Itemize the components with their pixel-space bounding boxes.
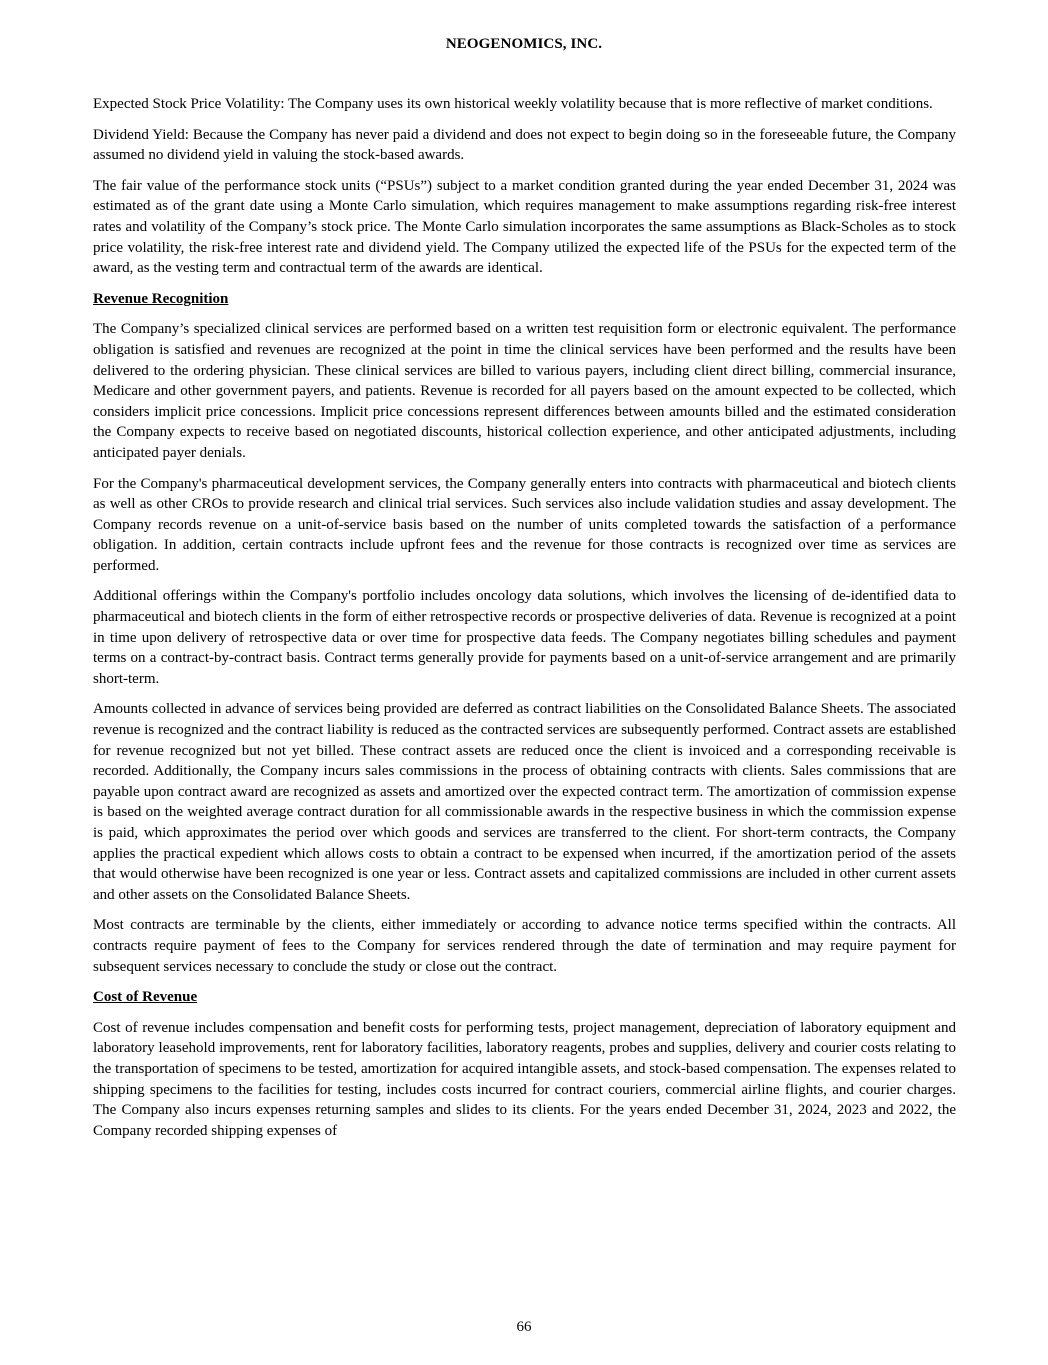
- paragraph-clinical-services: The Company’s specialized clinical services are performed based on a written test requisition form or electronic equivalent. The performance obligation is satisfied and revenues are recognized at the point in time the clinical services have been performed and the results have been delivered to the ordering physician. These clinical services are billed to various payers, including client direct billing, commercial insurance, Medicare and other government payers, and patients. Revenue is recorded for all payers based on the amount expected to be collected, which considers implicit price concessions. Implicit price concessions represent differences between amounts billed and the estimated consideration the Company expects to receive based on negotiated discounts, historical collection experience, and other anticipated adjustments, including anticipated payer denials.: [93, 321, 956, 461]
- paragraph-volatility: Expected Stock Price Volatility: The Company uses its own historical weekly volatility because that is more reflective of market conditions.: [93, 96, 933, 112]
- paragraph-dividend-yield: Dividend Yield: Because the Company has never paid a dividend and does not expect to begin doing so in the foreseeable future, the Company assumed no dividend yield in valuing the stock-based awards.: [93, 126, 956, 164]
- heading-cost-of-revenue: Cost of Revenue: [93, 989, 198, 1006]
- paragraph-cost-of-revenue: Cost of revenue includes compensation and benefit costs for performing tests, project management, depreciation of laboratory equipment and laboratory leasehold improvements, rent for laboratory facilities, laboratory reagents, probes and supplies, delivery and courier costs relating to the transportation of specimens to be tested, amortization for acquired intangible assets, and stock-based compensation. The expenses related to shipping specimens to the facilities for testing, includes costs incurred for contract couriers, commercial airline flights, and courier charges. The Company also incurs expenses returning samples and slides to its clients. For the years ended December 31, 2024, 2023 and 2022, the Company recorded shipping expenses of: [93, 1019, 956, 1139]
- page-number: 66: [516, 1319, 532, 1335]
- page-header-company-name: NEOGENOMICS, INC.: [445, 36, 603, 52]
- paragraph-psu-fair-value: The fair value of the performance stock units (“PSUs”) subject to a market condition granted during the year ended December 31, 2024 was estimated as of the grant date using a Monte Carlo simulation, which requires management to make assumptions regarding risk-free interest rates and volatility of the Company’s stock price. The Monte Carlo simulation incorporates the same assumptions as Black-Scholes as to stock price volatility, the risk-free interest rate and dividend yield. The Company utilized the expected life of the PSUs for the expected term of the award, as the vesting term and contractual term of the awards are identical.: [93, 177, 956, 277]
- paragraph-contract-termination: Most contracts are terminable by the clients, either immediately or according to advance notice terms specified within the contracts. All contracts require payment of fees to the Company for services rendered through the date of termination and may require payment for subsequent services necessary to conclude the study or close out the contract.: [93, 917, 956, 975]
- heading-revenue-recognition: Revenue Recognition: [93, 290, 229, 307]
- paragraph-pharma-services: For the Company's pharmaceutical development services, the Company generally enters into contracts with pharmaceutical and biotech clients as well as other CROs to provide research and clinical trial services. Such services also include validation studies and assay development. The Company records revenue on a unit-of-service basis based on the number of units completed towards the satisfaction of a performance obligation. In addition, certain contracts include upfront fees and the revenue for those contracts is recognized over time as services are performed.: [93, 475, 956, 574]
- page-body: [93, 94, 956, 1151]
- paragraph-contract-liabilities: Amounts collected in advance of services being provided are deferred as contract liabilities on the Consolidated Balance Sheets. The associated revenue is recognized and the contract liability is reduced as the contracted services are subsequently performed. Contract assets are established for revenue recognized but not yet billed. These contract assets are reduced once the client is invoiced and a corresponding receivable is recorded. Additionally, the Company incurs sales commissions in the process of obtaining contracts with clients. Sales commissions that are payable upon contract award are recognized as assets and amortized over the expected contract term. The amortization of commission expense is based on the weighted average contract duration for all commissionable awards in the respective business in which the commission expense is paid, which approximates the period over which goods and services are transferred to the client. For short-term contracts, the Company applies the practical expedient which allows costs to obtain a contract to be expensed when incurred, if the amortization period of the assets that would otherwise have been recognized is one year or less. Contract assets and capitalized commissions are included in other current assets and other assets on the Consolidated Balance Sheets.: [93, 701, 956, 903]
- paragraph-data-solutions: Additional offerings within the Company's portfolio includes oncology data solutions, which involves the licensing of de-identified data to pharmaceutical and biotech clients in the form of either retrospective records or prospective deliveries of data. Revenue is recognized at a point in time upon delivery of retrospective data or over time for prospective data feeds. The Company negotiates billing schedules and payment terms on a contract-by-contract basis. Contract terms generally provide for payments based on a unit-of-service arrangement and are primarily short-term.: [93, 588, 956, 687]
